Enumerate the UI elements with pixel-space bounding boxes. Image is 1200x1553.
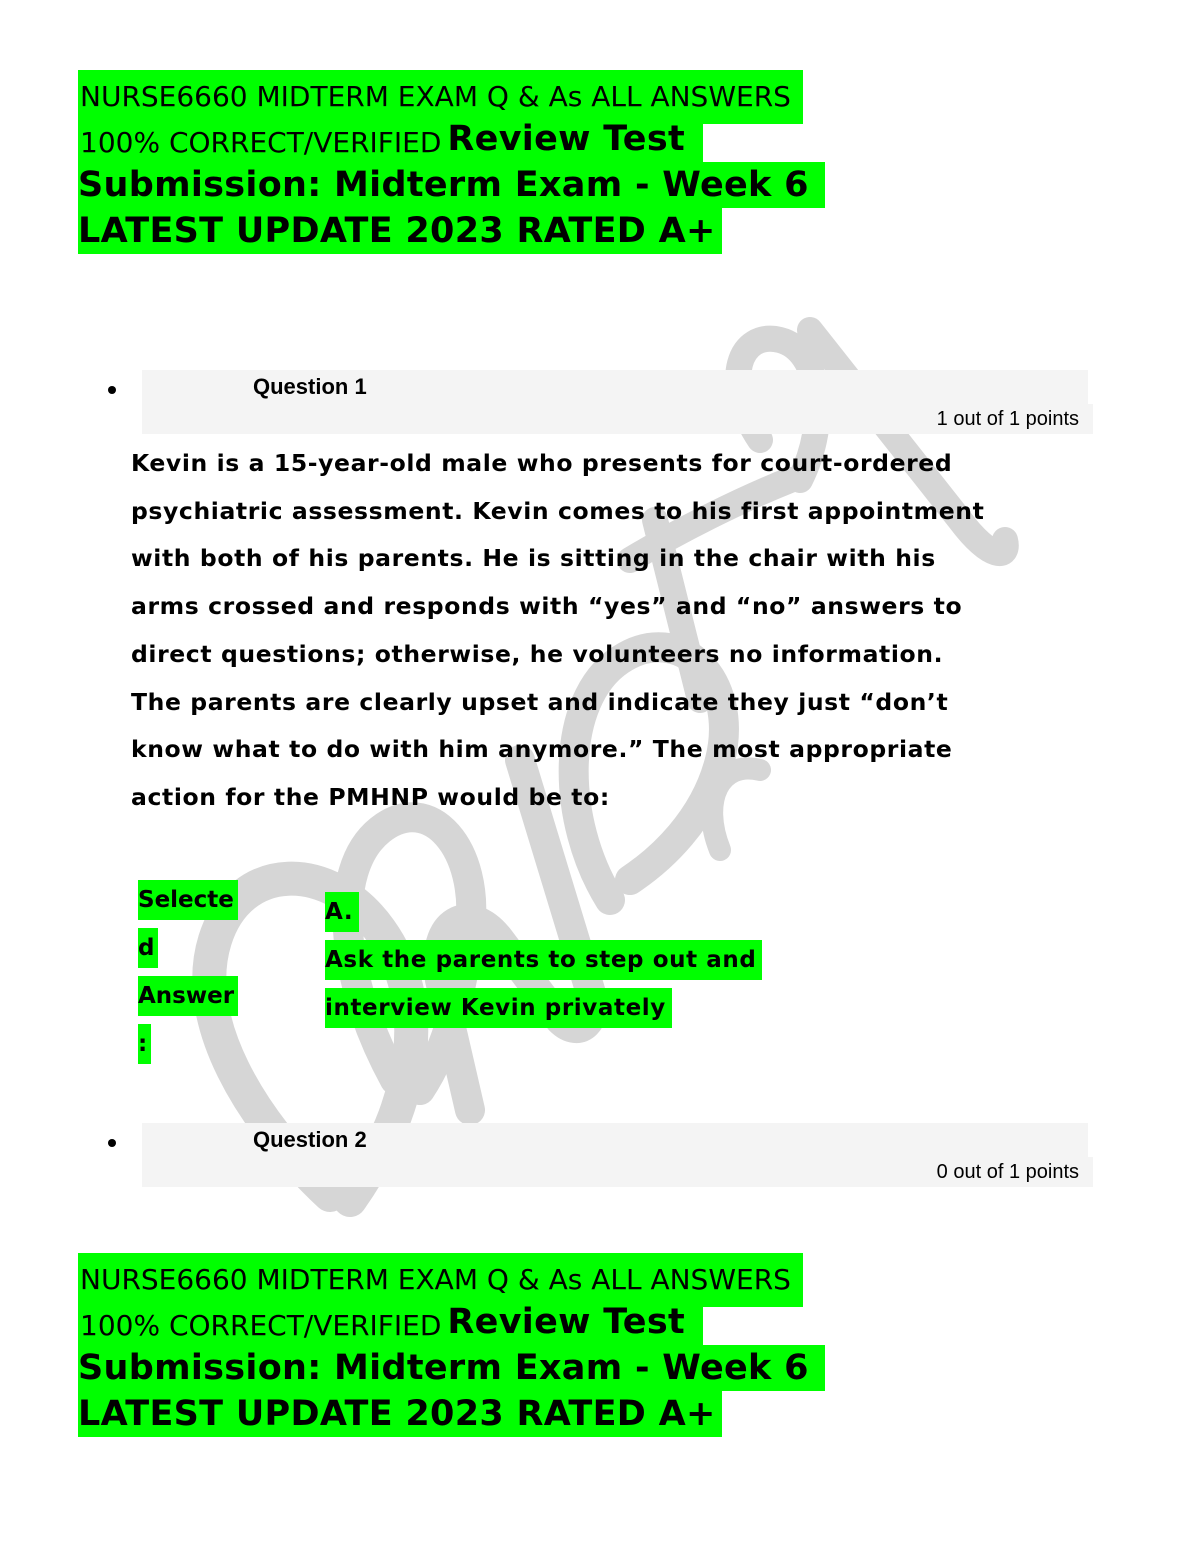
question-text-line: psychiatric assessment. Kevin comes to his first appointment	[131, 496, 985, 525]
title-line-2-big: Review Test	[447, 1299, 703, 1345]
title-line-2-small: 100% CORRECT/VERIFIED	[78, 116, 447, 170]
selected-answer-label-part: :	[138, 1024, 151, 1064]
document-title-bottom	[78, 1253, 908, 1437]
question-text-line: know what to do with him anymore.” The most appropriate	[131, 735, 953, 764]
bullet-icon	[108, 386, 116, 394]
question-2-points: 0 out of 1 points	[936, 1161, 1079, 1183]
title-line-4: LATEST UPDATE 2023 RATED A+	[78, 208, 722, 254]
selected-answer-label-part: Answer	[138, 976, 238, 1016]
question-text-line: action for the PMHNP would be to:	[131, 782, 610, 811]
question-1-title: Question 1	[253, 374, 367, 399]
question-1-points: 1 out of 1 points	[936, 408, 1079, 430]
title-line-1: NURSE6660 MIDTERM EXAM Q & As ALL ANSWERS	[78, 70, 803, 124]
title-row-1	[78, 1253, 908, 1299]
document-title-top	[78, 70, 908, 254]
bullet-icon	[108, 1139, 116, 1147]
title-line-4: LATEST UPDATE 2023 RATED A+	[78, 1391, 722, 1437]
question-text-line: direct questions; otherwise, he volunteers no information.	[131, 639, 944, 668]
title-line-2-big: Review Test	[447, 116, 703, 162]
title-row-1	[78, 70, 908, 116]
question-text-line: arms crossed and responds with “yes” and “no” answers to	[131, 592, 963, 621]
selected-answer-value	[325, 892, 762, 1036]
question-2-title: Question 2	[253, 1127, 367, 1152]
title-row-3	[78, 1345, 908, 1391]
answer-text-line: Ask the parents to step out and	[325, 940, 762, 980]
selected-answer-label	[138, 880, 248, 1072]
selected-answer-label-part: Selecte	[138, 880, 238, 920]
title-line-3: Submission: Midterm Exam - Week 6	[78, 1345, 825, 1391]
selected-answer-label-part: d	[138, 928, 158, 968]
question-1-text	[131, 440, 1031, 822]
question-text-line: Kevin is a 15-year-old male who presents for court-ordered	[131, 449, 953, 477]
answer-text-line: interview Kevin privately	[325, 988, 672, 1028]
title-line-1: NURSE6660 MIDTERM EXAM Q & As ALL ANSWERS	[78, 1253, 803, 1307]
title-row-4	[78, 1391, 908, 1437]
answer-letter: A.	[325, 892, 359, 932]
title-line-2-small: 100% CORRECT/VERIFIED	[78, 1299, 447, 1353]
title-row-4	[78, 208, 908, 254]
question-text-line: The parents are clearly upset and indicate they just “don’t	[131, 687, 949, 716]
title-row-3	[78, 162, 908, 208]
title-line-3: Submission: Midterm Exam - Week 6	[78, 162, 825, 208]
question-text-line: with both of his parents. He is sitting in the chair with his	[131, 544, 936, 573]
